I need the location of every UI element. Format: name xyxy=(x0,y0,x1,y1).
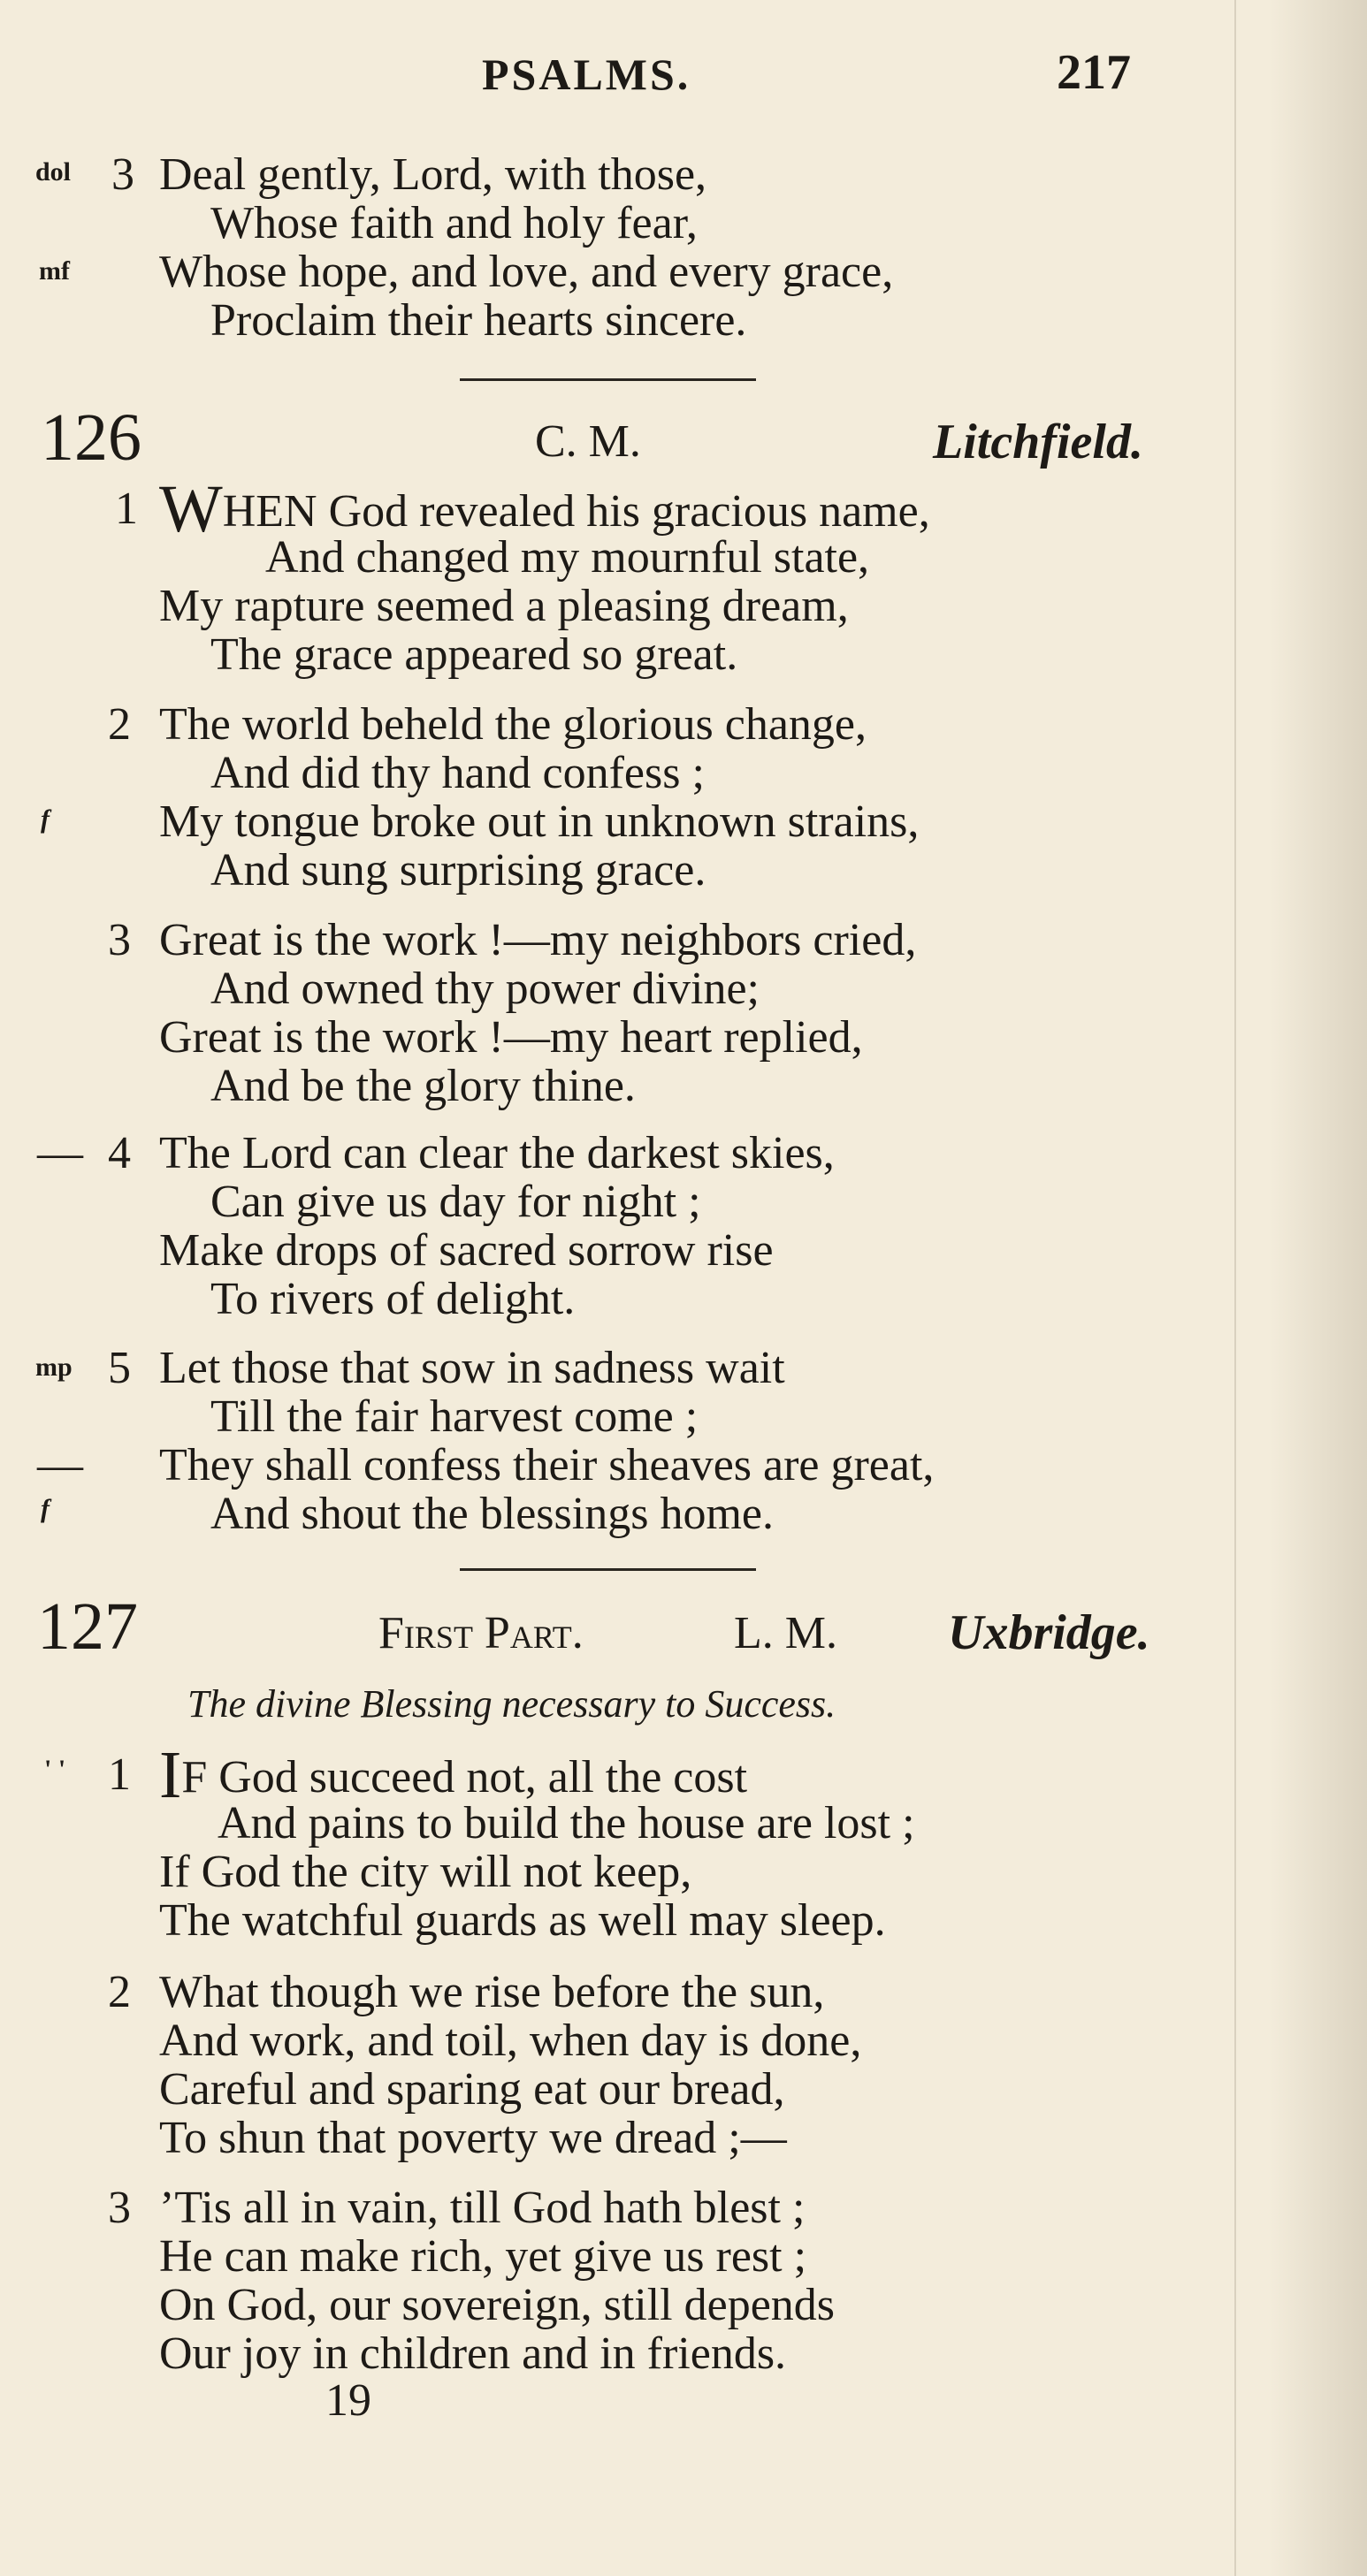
verse-first-line xyxy=(159,1738,748,1812)
verse-number: 5 xyxy=(108,1343,131,1393)
verse-line: And did thy hand confess ; xyxy=(210,748,705,798)
verse-line: Let those that sow in sadness wait xyxy=(159,1343,785,1393)
verse-line: And shout the blessings home. xyxy=(210,1489,774,1539)
running-title: PSALMS. xyxy=(482,50,691,99)
verse-line: The world beheld the glorious change, xyxy=(159,699,867,750)
verse-line: Whose faith and holy fear, xyxy=(210,198,698,248)
verse-line: And pains to build the house are lost ; xyxy=(218,1798,915,1848)
verse-number: 4 xyxy=(108,1128,131,1178)
verse-line: Make drops of sacred sorrow rise xyxy=(159,1225,774,1276)
verse-first-line xyxy=(159,472,930,546)
verse-line: ’Tis all in vain, till God hath blest ; xyxy=(159,2183,806,2233)
page-fold xyxy=(1234,0,1236,2576)
verse-line: And be the glory thine. xyxy=(210,1061,636,1111)
section-divider xyxy=(460,1568,756,1571)
page-edge-shadow xyxy=(1270,0,1367,2576)
verse-number: 3 xyxy=(108,915,131,965)
verse-line: And sung surprising grace. xyxy=(210,845,706,896)
verse-line: To shun that poverty we dread ;— xyxy=(159,2113,787,2163)
dynamic-mark-f: f xyxy=(41,1494,50,1523)
hymn-number: 126 xyxy=(41,400,141,475)
hymn-meter: L. M. xyxy=(734,1608,837,1658)
section-divider xyxy=(460,378,756,381)
verse-number: 3 xyxy=(111,149,134,200)
dynamic-mark-mp: mp xyxy=(35,1353,73,1382)
verse-line: Careful and sparing eat our bread, xyxy=(159,2064,785,2115)
hymn-number: 127 xyxy=(37,1589,138,1664)
dynamic-mark-mf: mf xyxy=(39,256,70,286)
dynamic-mark-dash: — xyxy=(37,1440,83,1490)
verse-line: The watchful guards as well may sleep. xyxy=(159,1895,886,1946)
tune-name: Litchfield. xyxy=(933,415,1143,469)
verse-line: What though we rise before the sun, xyxy=(159,1967,825,2017)
verse-line: My rapture seemed a pleasing dream, xyxy=(159,581,849,631)
verse-line: On God, our sovereign, still depends xyxy=(159,2280,836,2330)
verse-line: Whose hope, and love, and every grace, xyxy=(159,247,894,297)
verse-line: If God the city will not keep, xyxy=(159,1847,692,1897)
verse-line: And work, and toil, when day is done, xyxy=(159,2016,862,2066)
tune-name: Uxbridge. xyxy=(948,1605,1150,1660)
verse-line: Can give us day for night ; xyxy=(210,1177,701,1227)
verse-line-text: F God succeed not, all the cost xyxy=(181,1752,748,1802)
hymn-part: First Part. xyxy=(378,1608,584,1658)
page-number: 217 xyxy=(1057,45,1131,100)
verse-line: Our joy in children and in friends. xyxy=(159,2328,787,2379)
verse-number: 2 xyxy=(108,1967,131,2017)
verse-line: They shall confess their sheaves are great, xyxy=(159,1440,935,1490)
verse-number: 1 xyxy=(108,1749,131,1800)
dynamic-mark-dash: — xyxy=(37,1128,83,1178)
verse-line: Deal gently, Lord, with those, xyxy=(159,149,707,200)
verse-number: 3 xyxy=(108,2183,131,2233)
dynamic-mark: ' ' xyxy=(44,1755,66,1784)
verse-line: And owned thy power divine; xyxy=(210,964,760,1014)
verse-line: He can make rich, yet give us rest ; xyxy=(159,2231,807,2282)
dynamic-mark-dol: dol xyxy=(35,157,72,187)
hymn-subtitle: The divine Blessing necessary to Success. xyxy=(187,1682,836,1726)
drop-cap: I xyxy=(159,1738,182,1812)
verse-line: Proclaim their hearts sincere. xyxy=(210,295,747,346)
verse-line: My tongue broke out in unknown strains, xyxy=(159,796,920,847)
verse-line: Great is the work !—my neighbors cried, xyxy=(159,915,917,965)
signature-mark: 19 xyxy=(325,2375,371,2426)
verse-line-text: HEN God revealed his gracious name, xyxy=(222,486,930,537)
verse-line: The grace appeared so great. xyxy=(210,629,738,680)
verse-line: And changed my mournful state, xyxy=(265,532,870,583)
verse-number: 1 xyxy=(115,484,138,534)
verse-number: 2 xyxy=(108,699,131,750)
verse-line: The Lord can clear the darkest skies, xyxy=(159,1128,835,1178)
verse-line: Great is the work !—my heart replied, xyxy=(159,1012,863,1063)
hymn-meter: C. M. xyxy=(535,416,641,467)
verse-line: To rivers of delight. xyxy=(210,1274,576,1324)
drop-cap: W xyxy=(159,472,223,546)
dynamic-mark-f: f xyxy=(41,804,50,834)
verse-line: Till the fair harvest come ; xyxy=(210,1391,699,1442)
